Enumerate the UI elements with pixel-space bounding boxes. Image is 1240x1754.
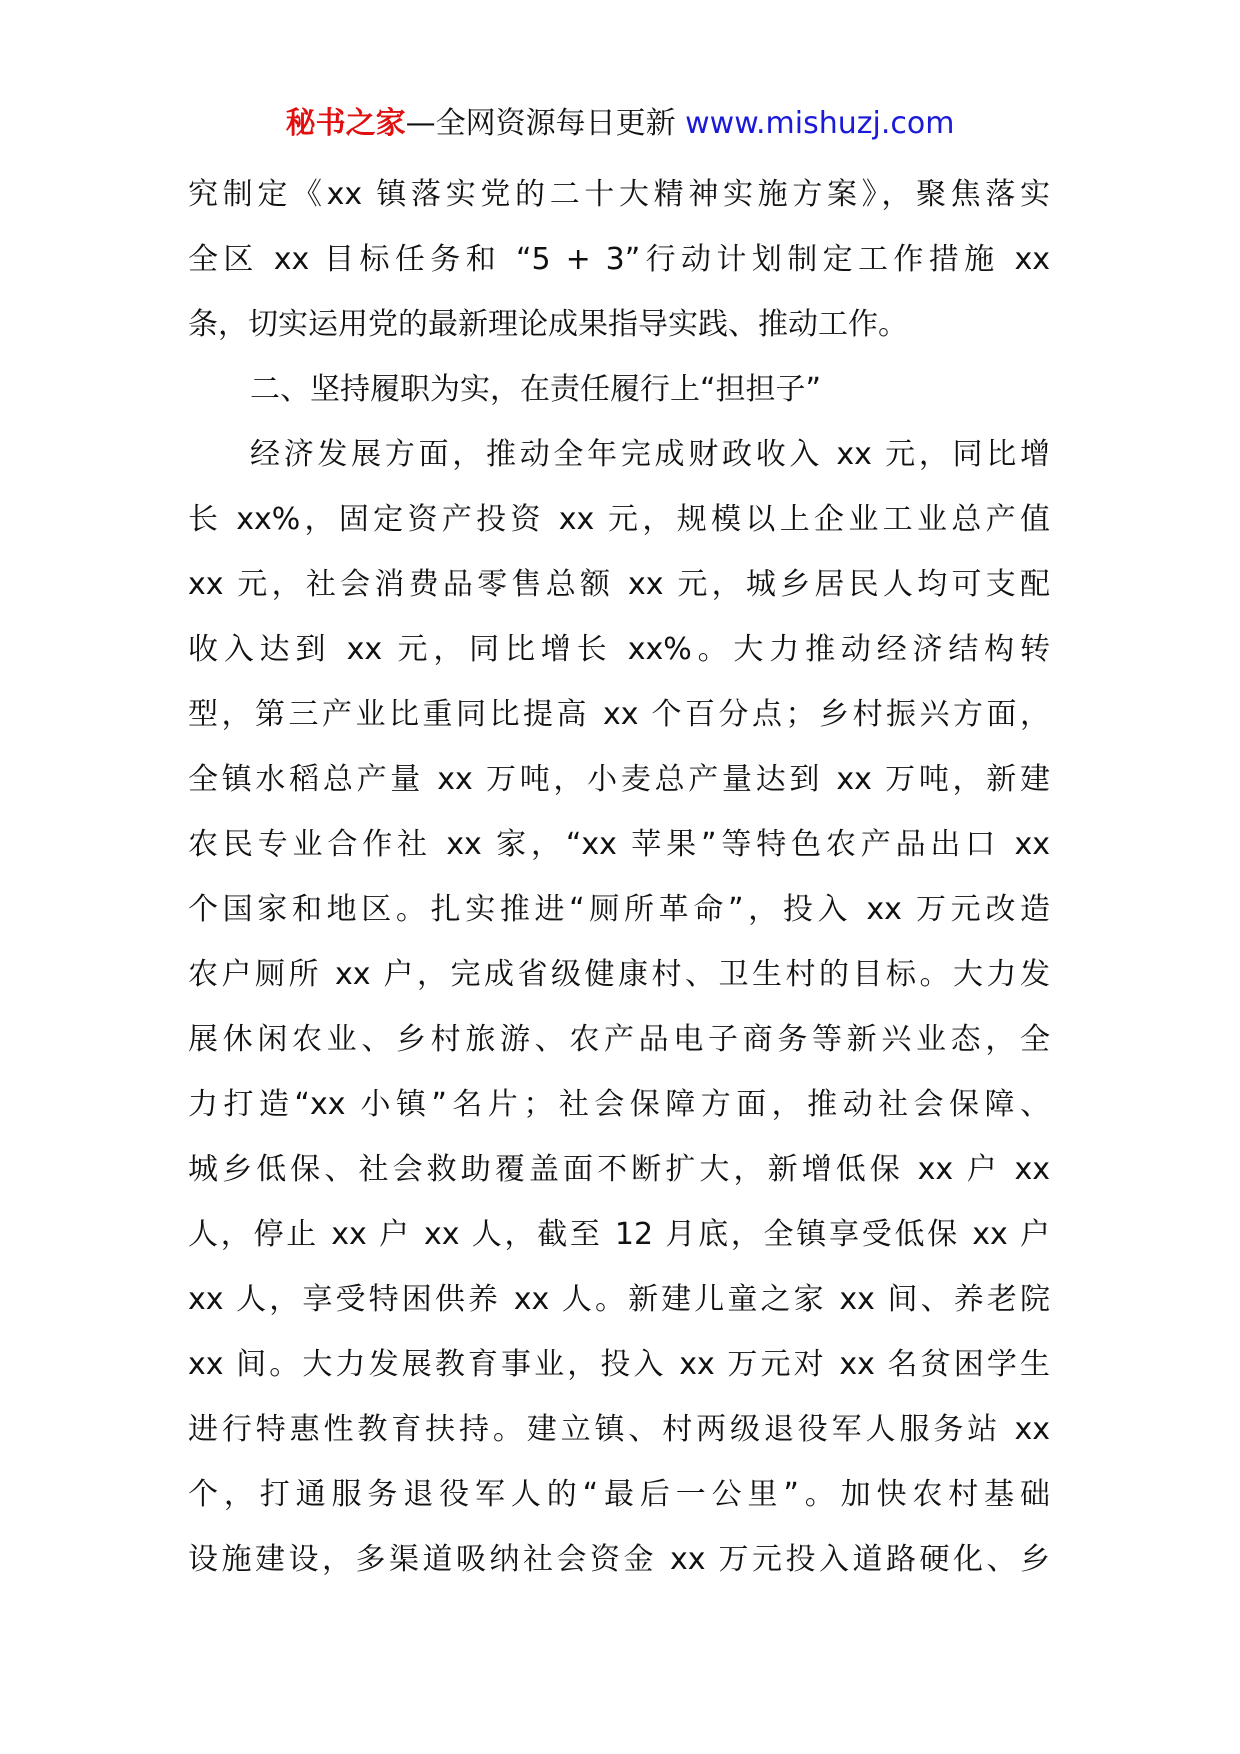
body-line: 设施建设，多渠道吸纳社会资金 xx 万元投入道路硬化、乡 bbox=[188, 1542, 1050, 1577]
body-line: 展休闲农业、乡村旅游、农产品电子商务等新兴业态，全 bbox=[188, 1022, 1050, 1057]
body-line: 收入达到 xx 元，同比增长 xx%。大力推动经济结构转 bbox=[188, 632, 1050, 667]
watermark-header bbox=[0, 100, 1240, 148]
body-line: 农户厕所 xx 户，完成省级健康村、卫生村的目标。大力发 bbox=[188, 957, 1050, 992]
body-line: xx 元，社会消费品零售总额 xx 元，城乡居民人均可支配 bbox=[188, 567, 1050, 602]
document-body bbox=[188, 162, 1050, 1592]
body-line: 长 xx%，固定资产投资 xx 元，规模以上企业工业总产值 bbox=[188, 502, 1050, 537]
header-url-link[interactable]: www.mishuzj.com bbox=[685, 106, 955, 141]
body-line: 条，切实运用党的最新理论成果指导实践、推动工作。 bbox=[188, 307, 908, 342]
body-line: 人，停止 xx 户 xx 人，截至 12 月底，全镇享受低保 xx 户 bbox=[188, 1217, 1050, 1252]
body-line: 城乡低保、社会救助覆盖面不断扩大，新增低保 xx 户 xx bbox=[188, 1152, 1050, 1187]
body-line: 经济发展方面，推动全年完成财政收入 xx 元，同比增 bbox=[250, 437, 1050, 472]
body-line: 进行特惠性教育扶持。建立镇、村两级退役军人服务站 xx bbox=[188, 1412, 1050, 1447]
body-line: 究制定《xx 镇落实党的二十大精神实施方案》，聚焦落实 bbox=[188, 177, 1050, 212]
header-slogan: —全网资源每日更新 bbox=[405, 106, 676, 141]
body-line: 型，第三产业比重同比提高 xx 个百分点；乡村振兴方面， bbox=[188, 697, 1050, 732]
body-line: 力打造“xx 小镇”名片；社会保障方面，推动社会保障、 bbox=[188, 1087, 1050, 1122]
body-line: 全区 xx 目标任务和 “5 + 3”行动计划制定工作措施 xx bbox=[188, 242, 1050, 277]
body-line: xx 人，享受特困供养 xx 人。新建儿童之家 xx 间、养老院 bbox=[188, 1282, 1050, 1317]
body-line: xx 间。大力发展教育事业，投入 xx 万元对 xx 名贫困学生 bbox=[188, 1347, 1050, 1382]
body-line: 个，打通服务退役军人的“最后一公里”。加快农村基础 bbox=[188, 1477, 1050, 1512]
body-line: 全镇水稻总产量 xx 万吨，小麦总产量达到 xx 万吨，新建 bbox=[188, 762, 1050, 797]
brand-name: 秘书之家 bbox=[285, 106, 406, 141]
section-heading: 二、坚持履职为实，在责任履行上“担担子” bbox=[250, 372, 822, 407]
body-line: 个国家和地区。扎实推进“厕所革命”，投入 xx 万元改造 bbox=[188, 892, 1050, 927]
body-line: 农民专业合作社 xx 家，“xx 苹果”等特色农产品出口 xx bbox=[188, 827, 1050, 862]
